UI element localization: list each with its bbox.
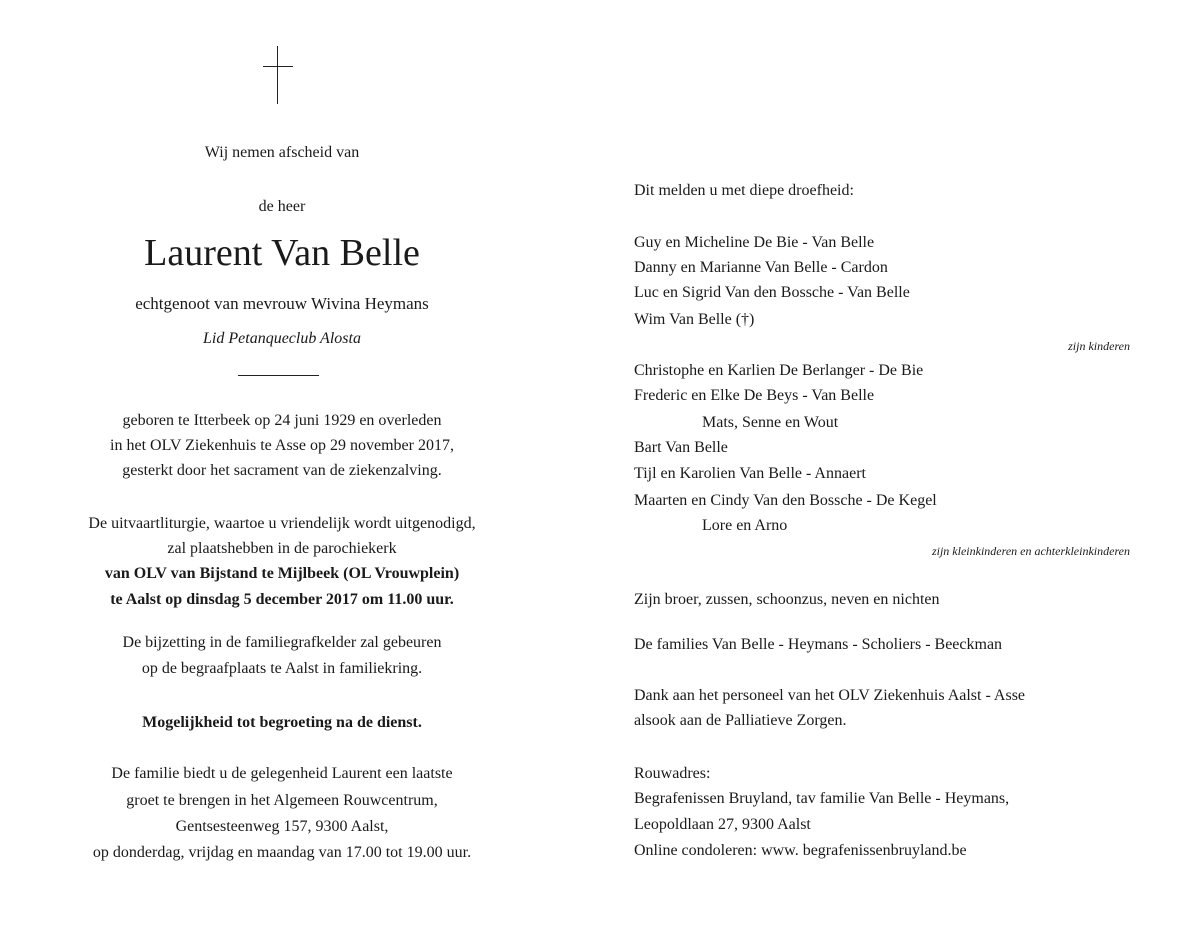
- great-grandchild-names: Lore en Arno: [702, 517, 788, 534]
- grandchild-name: Tijl en Karolien Van Belle - Annaert: [634, 465, 866, 482]
- birth-death-line: gesterkt door het sacrament van de ziekenzalving.: [122, 462, 442, 479]
- burial-line: op de begraafplaats te Aalst in familiekring.: [141, 660, 423, 677]
- spouse-line: echtgenoot van mevrouw Wivina Heymans: [135, 294, 429, 313]
- child-name: Guy en Micheline De Bie - Van Belle: [634, 234, 875, 251]
- intro-text: Wij nemen afscheid van: [204, 144, 360, 161]
- thanks-line: Dank aan het personeel van het OLV Ziekenhuis Aalst - Asse: [634, 687, 1026, 704]
- grandchild-name: Maarten en Cindy Van den Bossche - De Kegel: [634, 492, 937, 509]
- burial-line: De bijzetting in de familiegrafkelder zal gebeuren: [122, 634, 442, 651]
- thanks-line: alsook aan de Palliatieve Zorgen.: [634, 712, 847, 729]
- divider: [238, 375, 319, 376]
- address-label: Rouwadres:: [634, 765, 711, 782]
- right-column: [634, 0, 1134, 947]
- announcement: Dit melden u met diepe droefheid:: [634, 182, 854, 199]
- grandchild-name: Christophe en Karlien De Berlanger - De Bie: [634, 362, 924, 379]
- grandchild-name: Bart Van Belle: [634, 439, 728, 456]
- title-prefix: de heer: [258, 198, 306, 215]
- child-name: Wim Van Belle (†): [634, 311, 755, 328]
- liturgy-datetime: te Aalst op dinsdag 5 december 2017 om 11.00 uur.: [110, 591, 454, 608]
- liturgy-line: De uitvaartliturgie, waartoe u vriendelijk wordt uitgenodigd,: [88, 515, 476, 532]
- visitation-line: groet te brengen in het Algemeen Rouwcentrum,: [126, 792, 438, 809]
- address-line: Begrafenissen Bruyland, tav familie Van Belle - Heymans,: [634, 790, 1010, 807]
- visitation-line: Gentsesteenweg 157, 9300 Aalst,: [175, 818, 389, 835]
- birth-death-line: geboren te Itterbeek op 24 juni 1929 en overleden: [122, 412, 442, 429]
- great-grandchild-names: Mats, Senne en Wout: [702, 414, 839, 431]
- club-line: Lid Petanqueclub Alosta: [203, 330, 361, 347]
- visitation-line: op donderdag, vrijdag en maandag van 17.00 tot 19.00 uur.: [92, 844, 472, 861]
- grandchildren-caption: zijn kleinkinderen en achterkleinkinderen: [931, 544, 1130, 558]
- grandchild-name: Frederic en Elke De Beys - Van Belle: [634, 387, 875, 404]
- siblings-line: Zijn broer, zussen, schoonzus, neven en nichten: [634, 591, 940, 608]
- liturgy-line: zal plaatshebben in de parochiekerk: [167, 540, 397, 557]
- deceased-name: Laurent Van Belle: [144, 232, 420, 274]
- children-caption: zijn kinderen: [1068, 339, 1130, 353]
- child-name: Luc en Sigrid Van den Bossche - Van Belle: [634, 284, 910, 301]
- address-line: Leopoldlaan 27, 9300 Aalst: [634, 816, 811, 833]
- condolence-note: Mogelijkheid tot begroeting na de dienst.: [142, 714, 422, 731]
- liturgy-location: van OLV van Bijstand te Mijlbeek (OL Vrouwplein): [104, 565, 460, 582]
- families-line: De families Van Belle - Heymans - Scholiers - Beeckman: [634, 636, 1003, 653]
- birth-death-line: in het OLV Ziekenhuis te Asse op 29 november 2017,: [110, 437, 454, 454]
- visitation-line: De familie biedt u de gelegenheid Laurent een laatste: [111, 765, 453, 782]
- condolence-website: Online condoleren: www. begrafenissenbruyland.be: [634, 842, 967, 859]
- child-name: Danny en Marianne Van Belle - Cardon: [634, 259, 888, 276]
